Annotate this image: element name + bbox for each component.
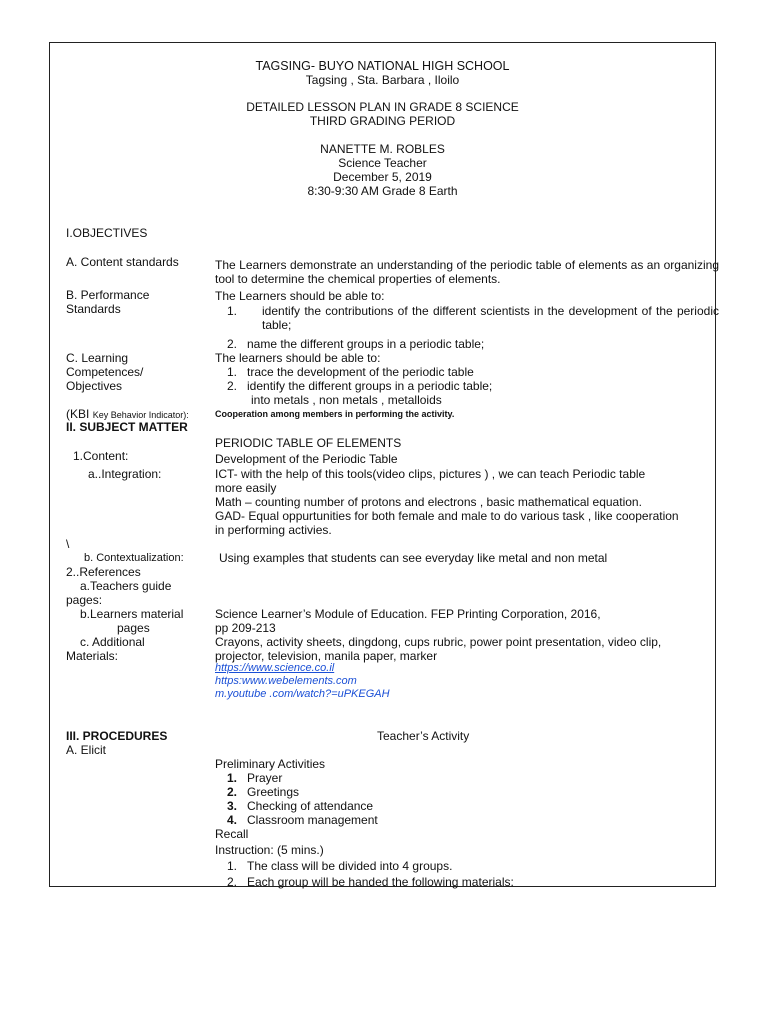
list-item: 1. Prayer bbox=[226, 771, 283, 785]
competence-label-1: C. Learning bbox=[66, 351, 129, 365]
procedures-heading: III. PROCEDURES bbox=[66, 729, 168, 743]
performance-intro: The Learners should be able to: bbox=[215, 289, 385, 303]
learners-material-label-1: b.Learners material bbox=[80, 607, 184, 621]
content-standards-text: The Learners demonstrate an understanding of the periodic table of elements as an organizing tool to determine the chemical properties of elements. bbox=[215, 258, 719, 286]
learners-material-text-2: pp 209-213 bbox=[215, 621, 276, 635]
materials-line-2: projector, television, manila paper, marker bbox=[215, 649, 438, 663]
school-name: TAGSING- BUYO NATIONAL HIGH SCHOOL bbox=[255, 59, 510, 73]
topic-title: PERIODIC TABLE OF ELEMENTS bbox=[215, 436, 402, 450]
prelim-item-1: Prayer bbox=[247, 771, 283, 785]
additional-label-2: Materials: bbox=[66, 649, 119, 663]
content-text: Development of the Periodic Table bbox=[215, 452, 398, 466]
school-address: Tagsing , Sta. Barbara , Iloilo bbox=[305, 73, 460, 87]
competence-item-2: identify the different groups in a periodic table; bbox=[247, 379, 493, 393]
list-item: 1. bbox=[226, 304, 237, 318]
competence-intro: The learners should be able to: bbox=[215, 351, 381, 365]
performance-item-1: identify the contributions of the different scientists in the development of the periodic table; bbox=[262, 304, 719, 332]
list-item: 2. name the different groups in a periodic table; bbox=[226, 337, 485, 351]
performance-label-1: B. Performance bbox=[66, 288, 150, 302]
list-item: 2. Each group will be handed the following materials: bbox=[226, 875, 514, 889]
kbi-text: Cooperation among members in performing the activity. bbox=[215, 409, 455, 419]
lesson-plan-page bbox=[49, 42, 719, 889]
teachers-activity-title: Teacher’s Activity bbox=[377, 729, 470, 743]
references-label: 2..References bbox=[66, 565, 141, 579]
math-line: Math – counting number of protons and electrons , basic mathematical equation. bbox=[215, 495, 642, 509]
gad-line-2: in performing activies. bbox=[215, 523, 332, 537]
content-label: 1.Content: bbox=[73, 449, 129, 463]
plan-title: DETAILED LESSON PLAN IN GRADE 8 SCIENCE bbox=[246, 100, 519, 114]
prelim-item-3: Checking of attendance bbox=[247, 799, 374, 813]
instruction-label: Instruction: (5 mins.) bbox=[215, 843, 324, 857]
list-item: 2. identify the different groups in a periodic table; bbox=[226, 379, 493, 393]
competence-label-2: Competences/ bbox=[66, 365, 144, 379]
content-standards-label: A. Content standards bbox=[66, 255, 179, 269]
elicit-label: A. Elicit bbox=[66, 743, 107, 757]
competence-extra: into metals , non metals , metalloids bbox=[251, 393, 442, 407]
lesson-date: December 5, 2019 bbox=[333, 170, 432, 184]
gad-line-1: GAD- Equal oppurtunities for both female and male to do various task , like cooperation bbox=[215, 509, 679, 523]
instruction-step-2: Each group will be handed the following materials: bbox=[247, 875, 514, 889]
objectives-heading: I.OBJECTIVES bbox=[66, 226, 148, 240]
integration-label: a..Integration: bbox=[88, 467, 162, 481]
ict-line-2: more easily bbox=[215, 481, 277, 495]
kbi-label-small: Key Behavior Indicator): bbox=[92, 410, 189, 420]
instruction-step-1: The class will be divided into 4 groups. bbox=[247, 859, 453, 873]
contextualization-text: Using examples that students can see everyday like metal and non metal bbox=[219, 551, 608, 565]
ict-line-1: ICT- with the help of this tools(video clips, pictures ) , we can teach Periodic table bbox=[215, 467, 646, 481]
stray-backslash: \ bbox=[66, 537, 70, 551]
teachers-guide-label-2: pages: bbox=[66, 593, 103, 607]
contextualization-label: b. Contextualization: bbox=[84, 552, 184, 564]
link-youtube[interactable]: m.youtube .com/watch?=uPKEGAH bbox=[215, 688, 390, 700]
performance-label-2: Standards bbox=[66, 302, 121, 316]
teacher-name: NANETTE M. ROBLES bbox=[320, 142, 445, 156]
competence-label-3: Objectives bbox=[66, 379, 123, 393]
additional-label-1: c. Additional bbox=[80, 635, 145, 649]
learners-material-label-2: pages bbox=[117, 621, 150, 635]
list-item: 1. The class will be divided into 4 groups. bbox=[226, 859, 453, 873]
prelim-item-2: Greetings bbox=[247, 785, 300, 799]
learners-material-text-1: Science Learner’s Module of Education. FEP Printing Corporation, 2016, bbox=[215, 607, 601, 621]
list-item: 4. Classroom management bbox=[226, 813, 378, 827]
list-item: 3. Checking of attendance bbox=[226, 799, 374, 813]
link-webelements[interactable]: https:www.webelements.com bbox=[215, 675, 357, 687]
recall-label: Recall bbox=[215, 827, 249, 841]
link-science[interactable]: https://www.science.co.il bbox=[215, 662, 335, 674]
grading-period: THIRD GRADING PERIOD bbox=[309, 114, 456, 128]
teacher-role: Science Teacher bbox=[338, 156, 427, 170]
prelim-item-4: Classroom management bbox=[247, 813, 378, 827]
lesson-schedule: 8:30-9:30 AM Grade 8 Earth bbox=[307, 184, 458, 198]
preliminary-activities: Preliminary Activities bbox=[215, 757, 326, 771]
subject-matter-heading: II. SUBJECT MATTER bbox=[66, 420, 188, 434]
list-item: 1. trace the development of the periodic table bbox=[226, 365, 474, 379]
kbi-prefix: (KBI bbox=[66, 407, 90, 421]
competence-item-1: trace the development of the periodic table bbox=[247, 365, 474, 379]
performance-item-2: name the different groups in a periodic table; bbox=[247, 337, 485, 351]
materials-line-1: Crayons, activity sheets, dingdong, cups rubric, power point presentation, video clip, bbox=[215, 635, 662, 649]
teachers-guide-label-1: a.Teachers guide bbox=[80, 579, 172, 593]
list-item: 2. Greetings bbox=[226, 785, 300, 799]
